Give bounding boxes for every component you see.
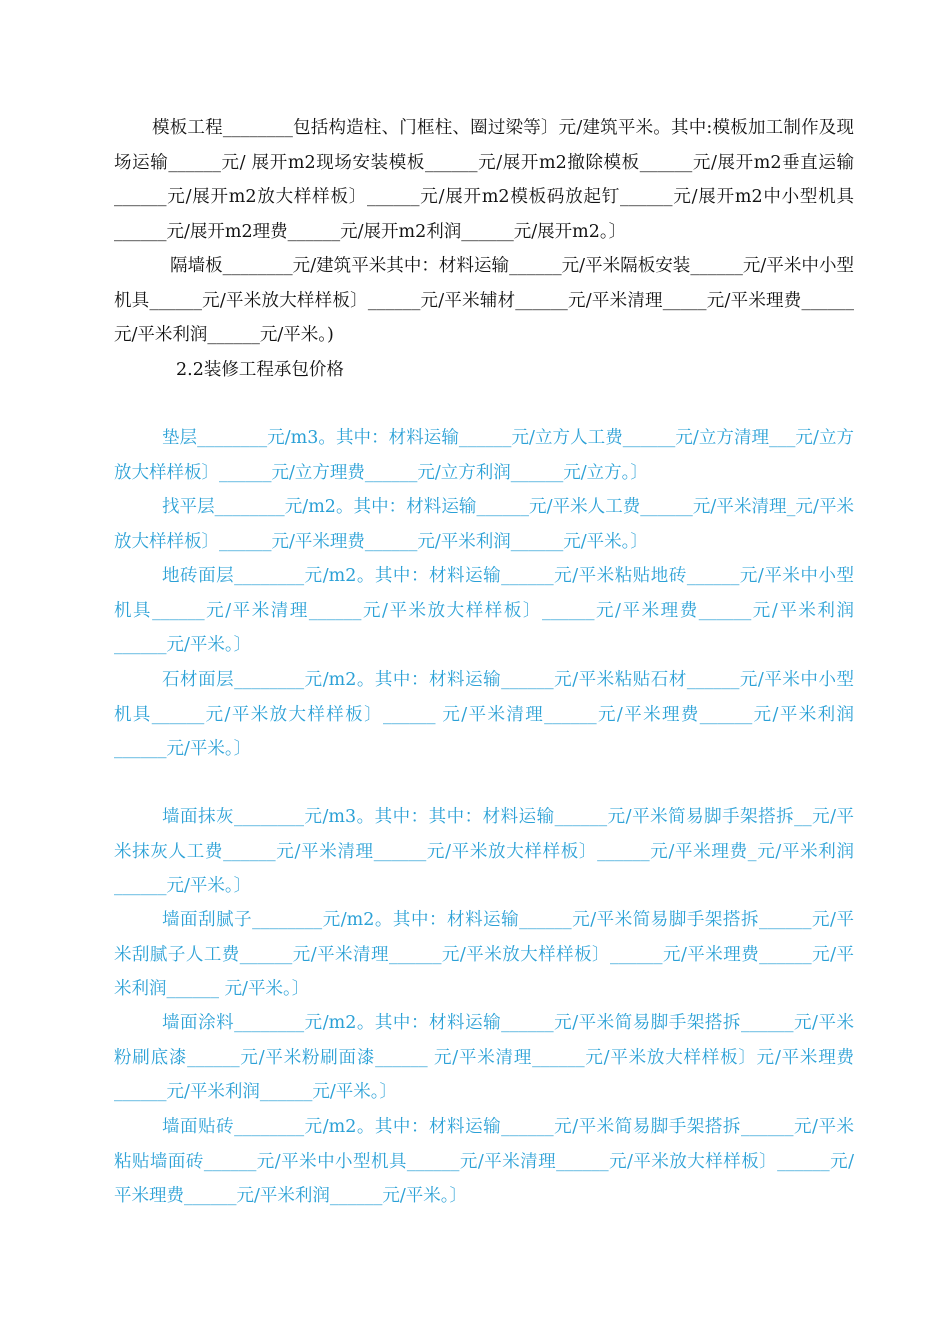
paint-paragraph: 墙面涂料________元/m2。其中：材料运输______元/平米简易脚手架搭拆______元/平米粉刷底漆______元/平米粉刷面漆______ 元/平米清理______元/平米放大样样板〕元/平米理费______元/平米利润______元/平米。〕 [114,1013,854,1102]
wall-tile-paragraph: 墙面贴砖________元/m2。其中：材料运输______元/平米简易脚手架搭拆______元/平米粘贴墙面砖______元/平米中小型机具______元/平米清理______元/平米放大样样板〕______元/平米理费______元/平米利润______元/平米。〕 [114,1117,854,1206]
formwork-paragraph: 模板工程________包括构造柱、门框柱、圈过梁等〕元/建筑平米。其中:模板加工制作及现场运输______元/ 展开m2现场安装模板______元/展开m2撤除模板______元/展开m2垂直运输______元/展开m2放大样样板〕______元/展开m2模板码放起钉______元/展开m2中小型机具______元/展开m2理费______元/展开m2利润______元/展开m2。〕 [114,118,854,242]
putty-paragraph: 墙面刮腻子________元/m2。其中：材料运输______元/平米简易脚手架搭拆______元/平米刮腻子人工费______元/平米清理______元/平米放大样样板〕______元/平米理费______元/平米利润______ 元/平米。〕 [114,910,854,999]
partition-paragraph: 隔墙板________元/建筑平米其中：材料运输______元/平米隔板安装______元/平米中小型机具______元/平米放大样样板〕______元/平米辅材______元/平米清理_____元/平米理费______元/平米利润______元/平米。) [114,256,854,345]
stone-paragraph: 石材面层________元/m2。其中：材料运输______元/平米粘贴石材______元/平米中小型机具______元/平米放大样样板〕______ 元/平米清理______元/平米理费______元/平米利润______元/平米。〕 [114,670,854,759]
section-heading: 2.2装修工程承包价格 [176,360,344,380]
leveling-paragraph: 找平层________元/m2。其中：材料运输______元/平米人工费______元/平米清理_元/平米放大样样板〕______元/平米理费______元/平米利润______元/平米。〕 [114,497,854,552]
floor-tile-paragraph: 地砖面层________元/m2。其中：材料运输______元/平米粘贴地砖______元/平米中小型机具______元/平米清理______元/平米放大样样板〕______元/平米理费______元/平米利润______元/平米。〕 [114,566,854,655]
cushion-paragraph: 垫层________元/m3。其中：材料运输______元/立方人工费______元/立方清理___元/立方放大样样板〕______元/立方理费______元/立方利润______元/立方。〕 [114,428,854,483]
plaster-paragraph: 墙面抹灰________元/m3。其中：其中：材料运输______元/平米简易脚手架搭拆__元/平米抹灰人工费______元/平米清理______元/平米放大样样板〕______元/平米理费_元/平米利润______元/平米。〕 [114,807,854,896]
